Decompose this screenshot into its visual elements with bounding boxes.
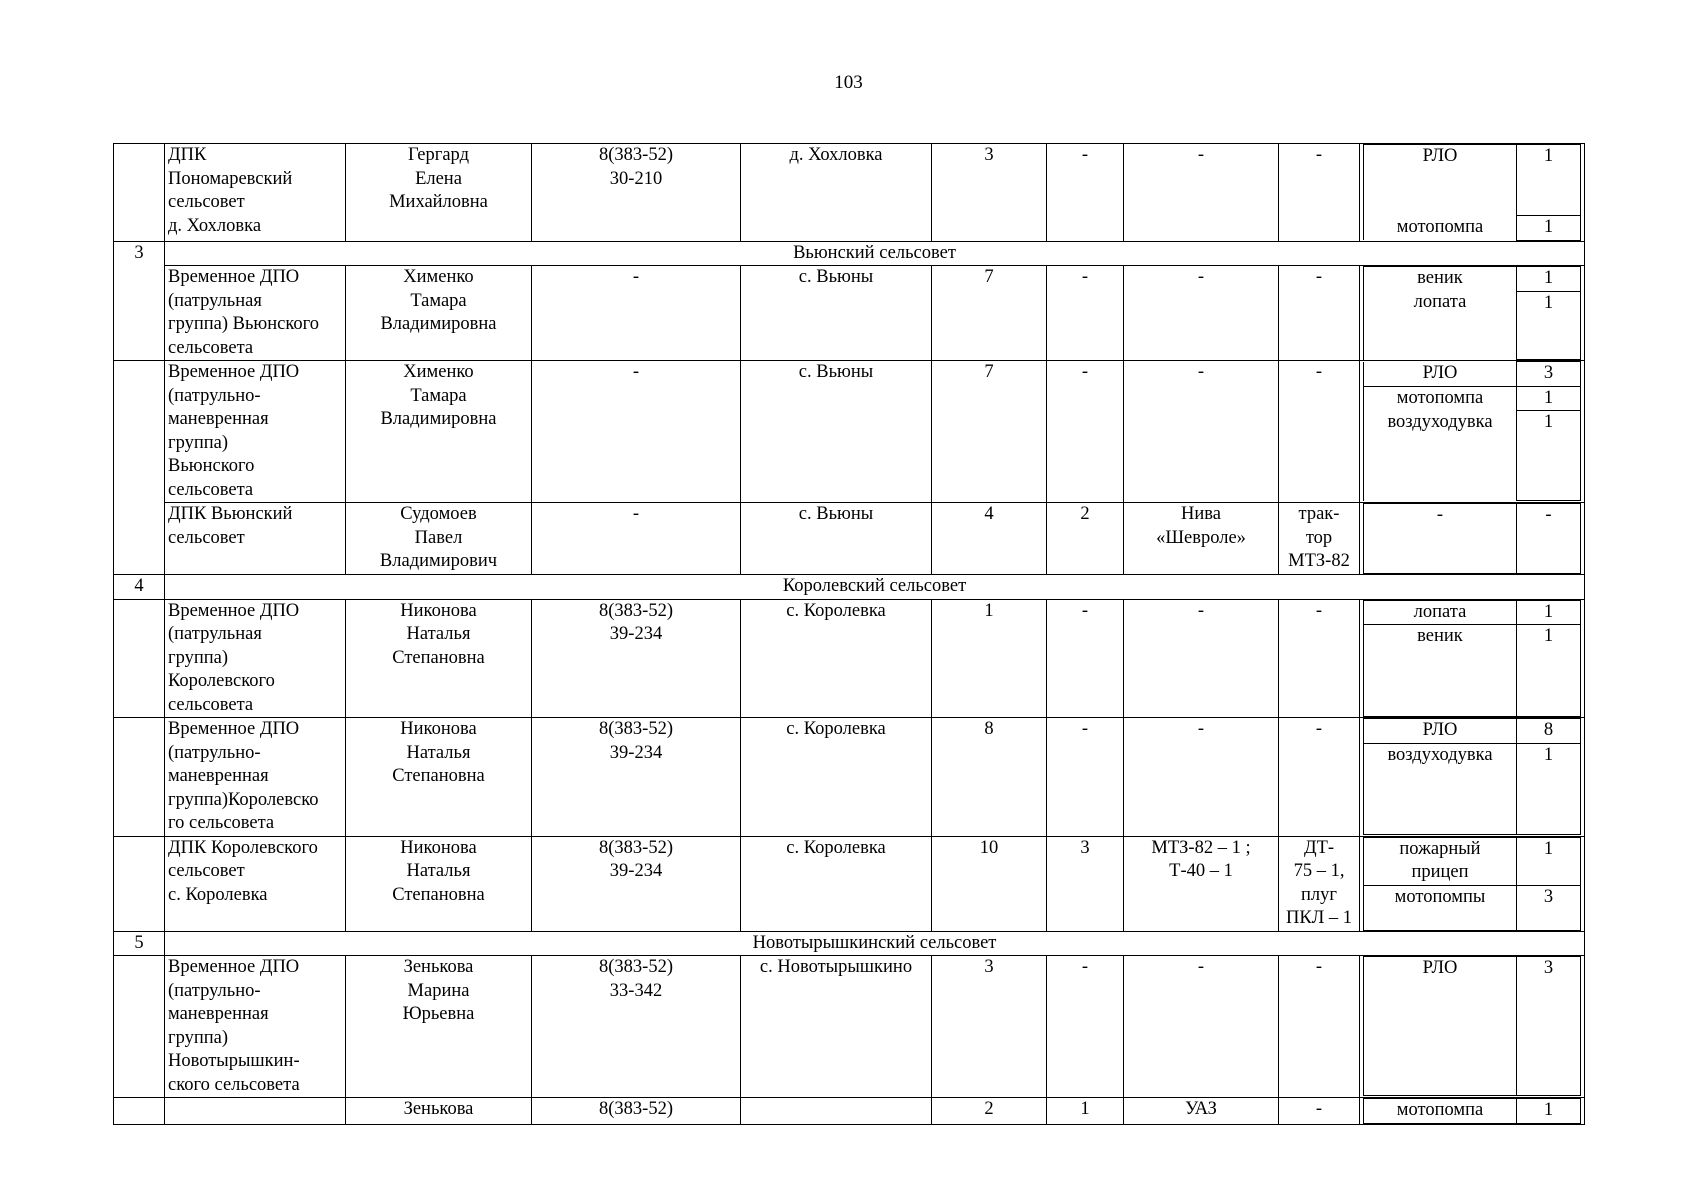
equipment-cell [1360, 361, 1585, 503]
row-number-cell [114, 503, 165, 575]
equipment-cell [1360, 599, 1585, 718]
place-cell: д. Хохловка [741, 144, 932, 242]
phone-cell: 8(383-52) 30-210 [532, 144, 741, 242]
page-number: 103 [834, 72, 863, 93]
equipment-qty: 1 [1517, 600, 1581, 625]
table-row [114, 266, 1585, 361]
equipment-qty: 1 [1517, 411, 1581, 501]
equipment-item [1364, 386, 1581, 411]
vehicle-count-cell: 2 [1047, 503, 1124, 575]
equipment-name: веник [1364, 625, 1517, 717]
unit-name-cell: ДПК Королевского сельсовет с. Королевка [165, 836, 346, 931]
section-title: Вьюнский сельсовет [165, 241, 1585, 266]
staff-count-cell: 1 [932, 599, 1047, 718]
table-row [114, 361, 1585, 503]
equipment-qty: 1 [1517, 837, 1581, 885]
table-row [114, 718, 1585, 837]
head-name-cell: Хименко Тамара Владимировна [346, 361, 532, 503]
equipment-qty: 1 [1517, 386, 1581, 411]
vehicle-cell: - [1124, 361, 1279, 503]
head-name-cell: Зенькова [346, 1098, 532, 1125]
fire-units-table [113, 143, 1585, 1125]
staff-count-cell: 3 [932, 956, 1047, 1098]
equipment-name: мотопомпа [1364, 386, 1517, 411]
staff-count-cell: 8 [932, 718, 1047, 837]
vehicle-cell: МТЗ-82 – 1 ; Т-40 – 1 [1124, 836, 1279, 931]
equipment-qty: 1 [1517, 216, 1581, 241]
vehicle-cell: Нива «Шевроле» [1124, 503, 1279, 575]
section-title: Новотырышкинский сельсовет [165, 931, 1585, 956]
equipment-name: воздуходувка [1364, 743, 1517, 835]
phone-cell: - [532, 361, 741, 503]
staff-count-cell: 3 [932, 144, 1047, 242]
phone-cell: 8(383-52) 39-234 [532, 836, 741, 931]
table-row [114, 956, 1585, 1098]
machinery-cell: - [1279, 1098, 1360, 1125]
place-cell: с. Вьюны [741, 361, 932, 503]
vehicle-count-cell: - [1047, 266, 1124, 361]
equipment-item [1364, 145, 1581, 216]
staff-count-cell: 7 [932, 266, 1047, 361]
equipment-qty: 1 [1517, 145, 1581, 216]
equipment-item [1364, 267, 1581, 292]
equipment-qty: - [1517, 504, 1581, 574]
vehicle-count-cell: - [1047, 361, 1124, 503]
head-name-cell: Зенькова Марина Юрьевна [346, 956, 532, 1098]
equipment-item [1364, 1099, 1581, 1124]
phone-cell: - [532, 266, 741, 361]
section-row [114, 575, 1585, 600]
equipment-name: мотопомпы [1364, 885, 1517, 930]
vehicle-count-cell: - [1047, 144, 1124, 242]
equipment-cell [1360, 718, 1585, 837]
equipment-item [1364, 216, 1581, 241]
place-cell: с. Королевка [741, 718, 932, 837]
unit-name-cell: Временное ДПО (патрульно- маневренная группа) Вьюнского сельсовета [165, 361, 346, 503]
machinery-cell: трак- тор МТЗ-82 [1279, 503, 1360, 575]
equipment-item [1364, 957, 1581, 1096]
equipment-name: веник [1364, 267, 1517, 292]
row-number-cell [114, 956, 165, 1098]
staff-count-cell: 2 [932, 1098, 1047, 1125]
vehicle-cell: - [1124, 718, 1279, 837]
section-row [114, 931, 1585, 956]
machinery-cell: - [1279, 266, 1360, 361]
machinery-cell: - [1279, 144, 1360, 242]
equipment-cell [1360, 956, 1585, 1098]
unit-name-cell: Временное ДПО (патрульная группа) Вьюнского сельсовета [165, 266, 346, 361]
unit-name-cell: ДПК Вьюнский сельсовет [165, 503, 346, 575]
equipment-name: мотопомпа [1364, 216, 1517, 241]
machinery-cell: - [1279, 718, 1360, 837]
vehicle-cell: - [1124, 956, 1279, 1098]
place-cell: с. Новотырышкино [741, 956, 932, 1098]
equipment-cell [1360, 503, 1585, 575]
equipment-cell [1360, 144, 1585, 242]
table-row [114, 144, 1585, 242]
equipment-name: РЛО [1364, 719, 1517, 744]
row-number-cell [114, 361, 165, 503]
equipment-qty: 1 [1517, 1099, 1581, 1124]
equipment-qty: 3 [1517, 885, 1581, 930]
row-number-cell [114, 266, 165, 361]
head-name-cell: Хименко Тамара Владимировна [346, 266, 532, 361]
section-row [114, 241, 1585, 266]
staff-count-cell: 4 [932, 503, 1047, 575]
staff-count-cell: 7 [932, 361, 1047, 503]
equipment-item [1364, 719, 1581, 744]
row-number-cell [114, 718, 165, 837]
equipment-qty: 1 [1517, 267, 1581, 292]
vehicle-cell: УАЗ [1124, 1098, 1279, 1125]
section-number: 4 [114, 575, 165, 600]
phone-cell: 8(383-52) 39-234 [532, 718, 741, 837]
unit-name-cell: Временное ДПО (патрульно- маневренная группа)Королевско го сельсовета [165, 718, 346, 837]
table-row [114, 1098, 1585, 1125]
equipment-qty: 1 [1517, 743, 1581, 835]
equipment-item [1364, 625, 1581, 717]
equipment-name: лопата [1364, 291, 1517, 360]
equipment-name: - [1364, 504, 1517, 574]
staff-count-cell: 10 [932, 836, 1047, 931]
equipment-qty: 1 [1517, 291, 1581, 360]
equipment-item [1364, 600, 1581, 625]
row-number-cell [114, 144, 165, 242]
vehicle-cell: - [1124, 144, 1279, 242]
equipment-name: РЛО [1364, 362, 1517, 387]
section-number: 5 [114, 931, 165, 956]
phone-cell: 8(383-52) 33-342 [532, 956, 741, 1098]
phone-cell: 8(383-52) 39-234 [532, 599, 741, 718]
equipment-item [1364, 743, 1581, 835]
machinery-cell: - [1279, 599, 1360, 718]
equipment-qty: 8 [1517, 719, 1581, 744]
machinery-cell: - [1279, 361, 1360, 503]
vehicle-count-cell: - [1047, 718, 1124, 837]
unit-name-cell: Временное ДПО (патрульно- маневренная группа) Новотырышкин- ского сельсовета [165, 956, 346, 1098]
place-cell: с. Королевка [741, 599, 932, 718]
vehicle-cell: - [1124, 599, 1279, 718]
vehicle-count-cell: 1 [1047, 1098, 1124, 1125]
equipment-qty: 1 [1517, 625, 1581, 717]
place-cell: с. Вьюны [741, 266, 932, 361]
equipment-name: воздуходувка [1364, 411, 1517, 501]
section-number: 3 [114, 241, 165, 266]
equipment-item [1364, 837, 1581, 885]
equipment-name: мотопомпа [1364, 1099, 1517, 1124]
machinery-cell: ДТ- 75 – 1, плуг ПКЛ – 1 [1279, 836, 1360, 931]
unit-name-cell [165, 1098, 346, 1125]
place-cell [741, 1098, 932, 1125]
unit-name-cell: ДПК Пономаревский сельсовет д. Хохловка [165, 144, 346, 242]
equipment-item [1364, 885, 1581, 930]
equipment-qty: 3 [1517, 362, 1581, 387]
head-name-cell: Судомоев Павел Владимирович [346, 503, 532, 575]
section-title: Королевский сельсовет [165, 575, 1585, 600]
phone-cell: - [532, 503, 741, 575]
equipment-cell [1360, 266, 1585, 361]
table-row [114, 836, 1585, 931]
place-cell: с. Королевка [741, 836, 932, 931]
equipment-name: пожарный прицеп [1364, 837, 1517, 885]
vehicle-count-cell: 3 [1047, 836, 1124, 931]
equipment-name: лопата [1364, 600, 1517, 625]
head-name-cell: Гергард Елена Михайловна [346, 144, 532, 242]
equipment-cell [1360, 836, 1585, 931]
unit-name-cell: Временное ДПО (патрульная группа) Королевского сельсовета [165, 599, 346, 718]
equipment-qty: 3 [1517, 957, 1581, 1096]
equipment-name: РЛО [1364, 145, 1517, 216]
table-row [114, 599, 1585, 718]
vehicle-cell: - [1124, 266, 1279, 361]
row-number-cell [114, 1098, 165, 1125]
table-row [114, 503, 1585, 575]
equipment-item [1364, 362, 1581, 387]
equipment-item [1364, 411, 1581, 501]
equipment-cell [1360, 1098, 1585, 1125]
place-cell: с. Вьюны [741, 503, 932, 575]
machinery-cell: - [1279, 956, 1360, 1098]
vehicle-count-cell: - [1047, 956, 1124, 1098]
phone-cell: 8(383-52) [532, 1098, 741, 1125]
row-number-cell [114, 599, 165, 718]
head-name-cell: Никонова Наталья Степановна [346, 718, 532, 837]
equipment-item [1364, 504, 1581, 574]
row-number-cell [114, 836, 165, 931]
head-name-cell: Никонова Наталья Степановна [346, 836, 532, 931]
vehicle-count-cell: - [1047, 599, 1124, 718]
equipment-item [1364, 291, 1581, 360]
equipment-name: РЛО [1364, 957, 1517, 1096]
head-name-cell: Никонова Наталья Степановна [346, 599, 532, 718]
